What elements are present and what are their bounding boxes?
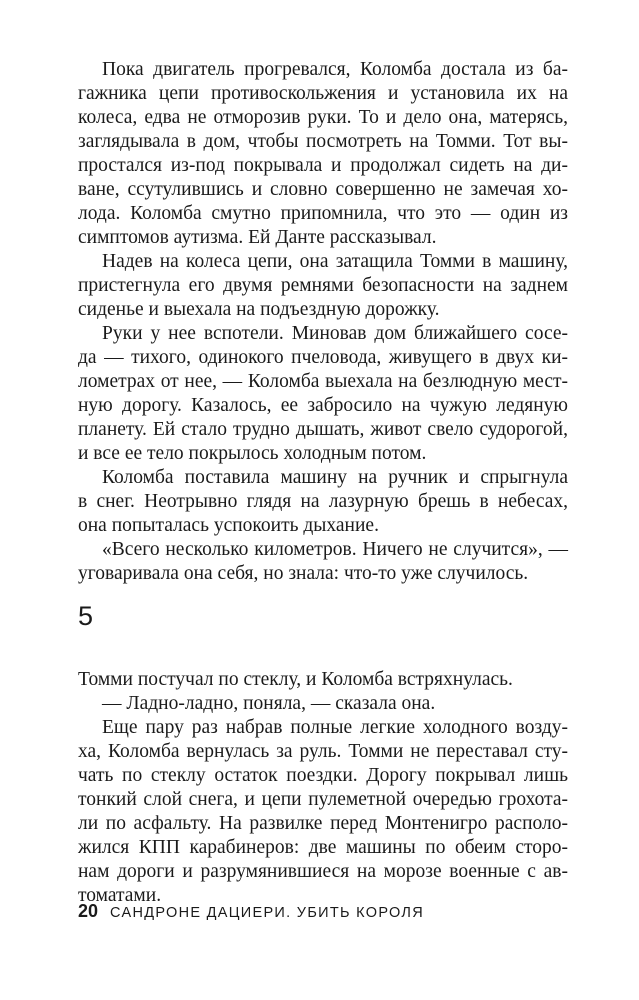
page-number: 20	[78, 901, 99, 921]
text-line: простался из-под покрывала и продолжал сидеть на ди-	[78, 155, 568, 176]
page-footer	[78, 901, 424, 922]
text-line: пристегнула его двумя ремнями безопасности на заднем	[78, 275, 568, 296]
text-line: сиденье и выехала на подъездную дорожку.	[78, 299, 440, 320]
text-line: ване, ссутулившись и словно совершенно не замечая хо-	[78, 179, 568, 200]
text-line: чать по стеклу остаток поездки. Дорогу покрывал лишь	[78, 765, 568, 786]
text-line: ли по асфальту. На развилке перед Монтенигро располо-	[78, 813, 568, 834]
text-line: она попыталась успокоить дыхание.	[78, 515, 379, 536]
text-line: томатами.	[78, 885, 162, 906]
text-line: Пока двигатель прогревался, Коломба достала из ба-	[102, 59, 568, 80]
text-line: колеса, едва не отморозив руки. То и дело она, матерясь,	[78, 107, 568, 128]
text-line: Томми постучал по стеклу, и Коломба встряхнулась.	[78, 669, 513, 690]
text-line: ха, Коломба вернулась за руль. Томми не переставал сту-	[78, 741, 568, 762]
text-line: ную дорогу. Казалось, ее забросило на чужую ледяную	[78, 395, 568, 416]
text-line: симптомов аутизма. Ей Данте рассказывал.	[78, 227, 437, 248]
running-title: САНДРОНЕ ДАЦИЕРИ. УБИТЬ КОРОЛЯ	[110, 905, 424, 921]
text-line: «Всего несколько километров. Ничего не случится», —	[102, 539, 568, 560]
text-line: — Ладно-ладно, поняла, — сказала она.	[102, 693, 436, 714]
text-line: Надев на колеса цепи, она затащила Томми в машину,	[102, 251, 568, 272]
text-line: лометрах от нее, — Коломба выехала на безлюдную мест-	[78, 371, 568, 392]
text-line: Руки у нее вспотели. Миновав дом ближайшего сосе-	[102, 323, 568, 344]
text-line: да — тихого, одинокого пчеловода, живущего в двух ки-	[78, 347, 568, 368]
text-line: заглядывала в дом, чтобы посмотреть на Томми. Тот вы-	[78, 131, 568, 152]
text-line: Еще пару раз набрав полные легкие холодного возду-	[102, 717, 568, 738]
text-line: нам дороги и разрумянившиеся на морозе военные с ав-	[78, 861, 568, 882]
text-line: и все ее тело покрылось холодным потом.	[78, 443, 427, 464]
text-line: уговаривала она себя, но знала: что-то уже случилось.	[78, 563, 529, 584]
text-line: гажника цепи противоскольжения и установила их на	[78, 83, 568, 104]
text-line: планету. Ей стало трудно дышать, живот свело судорогой,	[78, 419, 568, 440]
text-line: лода. Коломба смутно припомнила, что это — один из	[78, 203, 568, 224]
text-line: жился КПП карабинеров: две машины по обеим сторо-	[78, 837, 568, 858]
text-line: Коломба поставила машину на ручник и спрыгнула	[102, 467, 568, 488]
text-line: в снег. Неотрывно глядя на лазурную брешь в небесах,	[78, 491, 568, 512]
chapter-number: 5	[78, 601, 94, 631]
text-line: тонкий слой снега, и цепи пулеметной очередью грохота-	[78, 789, 568, 810]
